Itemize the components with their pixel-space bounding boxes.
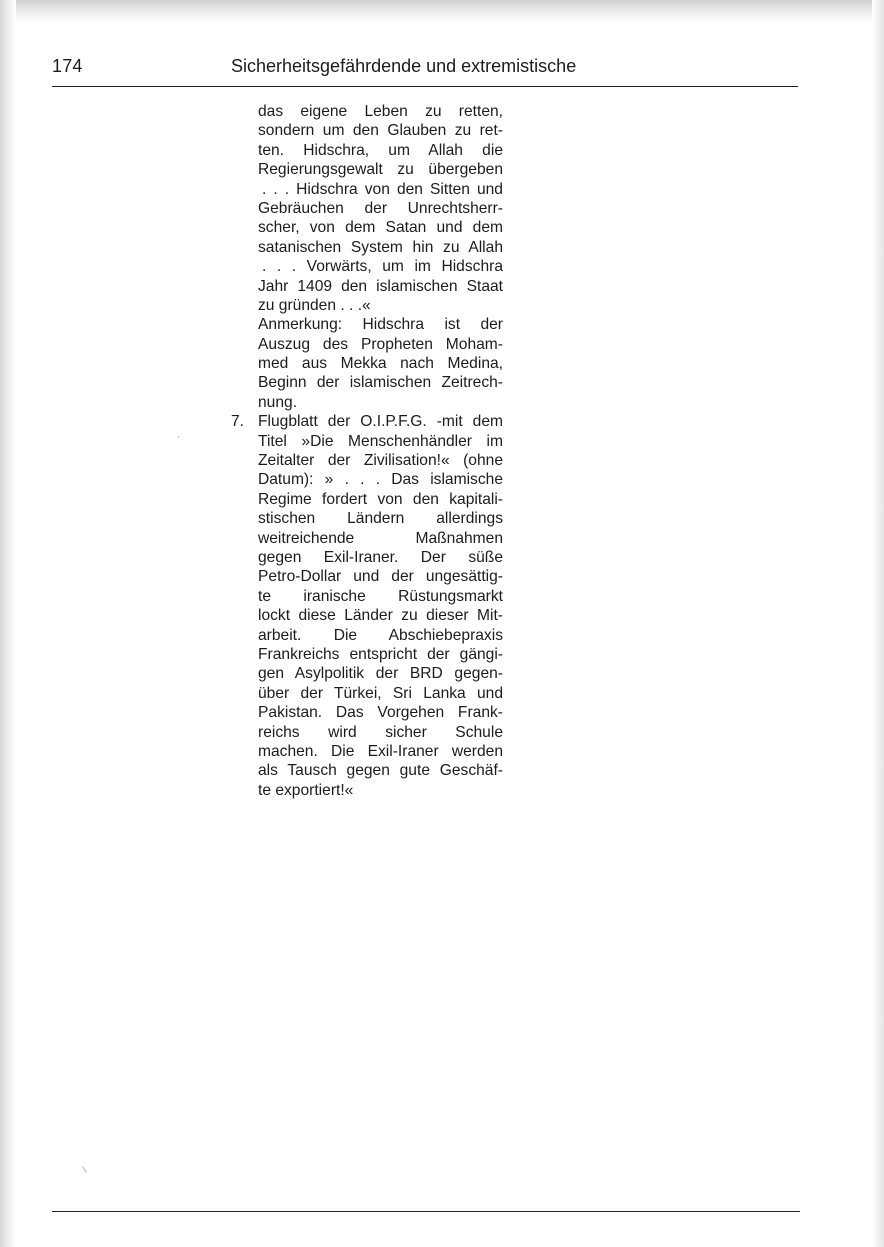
text-line: Frankreichs entspricht der gängi-: [258, 645, 503, 663]
text-line: machen. Die Exil-Iraner werden: [258, 742, 503, 760]
text-line: scher, von dem Satan und dem: [258, 219, 503, 237]
text-line: Datum): » . . . Das islamische: [258, 471, 503, 489]
text-line: Pakistan. Das Vorgehen Frank-: [258, 704, 503, 722]
text-column: [231, 102, 503, 800]
scan-speck: [82, 1166, 86, 1173]
text-line: Petro-Dollar und der ungesättig-: [258, 568, 503, 586]
text-line: te exportiert!«: [258, 781, 354, 799]
header-rule: [52, 86, 798, 87]
text-line: Jahr 1409 den islamischen Staat: [258, 277, 503, 295]
footer-rule: [52, 1211, 800, 1212]
text-line: Regierungsgewalt zu übergeben: [258, 161, 503, 179]
text-line: Beginn der islamischen Zeitrech-: [258, 374, 503, 392]
page-header: [52, 54, 798, 86]
scan-right-edge: [872, 0, 884, 1247]
text-line: sondern um den Glauben zu ret-: [258, 122, 503, 140]
text-line: Anmerkung: Hidschra ist der: [258, 316, 503, 334]
text-line: Flugblatt der O.I.P.F.G. -mit dem: [258, 413, 503, 431]
continuation-paragraph: [258, 102, 503, 412]
text-line: gegen Exil-Iraner. Der süße: [258, 548, 503, 566]
text-line: weitreichende Maßnahmen: [258, 529, 503, 547]
text-line: über der Türkei, Sri Lanka und: [258, 684, 503, 702]
text-line: Auszug des Propheten Moham-: [258, 335, 503, 353]
text-line: Titel »Die Menschenhändler im: [258, 432, 503, 450]
scan-top-edge: [0, 0, 884, 22]
text-line: Zeitalter der Zivilisation!« (ohne: [258, 452, 503, 470]
text-line: med aus Mekka nach Medina,: [258, 355, 503, 373]
text-line: als Tausch gegen gute Geschäf-: [258, 762, 503, 780]
running-title: Sicherheitsgefährdende und extremistische: [231, 56, 577, 76]
list-item-7: [231, 412, 503, 800]
text-line: nung.: [258, 393, 298, 411]
text-line: stischen Ländern allerdings: [258, 510, 503, 528]
scan-left-edge: [0, 0, 16, 1247]
text-line: das eigene Leben zu retten,: [258, 103, 503, 120]
text-line: . . . Vorwärts, um im Hidschra: [262, 258, 503, 276]
text-line: Gebräuchen der Unrechtsherr-: [258, 199, 503, 217]
text-line: arbeit. Die Abschiebepraxis: [258, 626, 503, 644]
text-line: Regime fordert von den kapitali-: [258, 490, 503, 508]
text-line: satanischen System hin zu Allah: [258, 238, 503, 256]
list-item-marker: 7.: [231, 413, 245, 431]
text-line: reichs wird sicher Schule: [258, 723, 503, 741]
text-line: te iranische Rüstungsmarkt: [258, 587, 503, 605]
text-line: gen Asylpolitik der BRD gegen-: [258, 665, 503, 683]
scan-speck: [178, 436, 179, 438]
text-line: . . . Hidschra von den Sitten und: [262, 180, 503, 198]
text-line: ten. Hidschra, um Allah die: [258, 141, 503, 159]
page-number: 174: [52, 56, 83, 76]
text-line: zu gründen . . .«: [258, 296, 371, 314]
text-line: lockt diese Länder zu dieser Mit-: [258, 607, 503, 625]
